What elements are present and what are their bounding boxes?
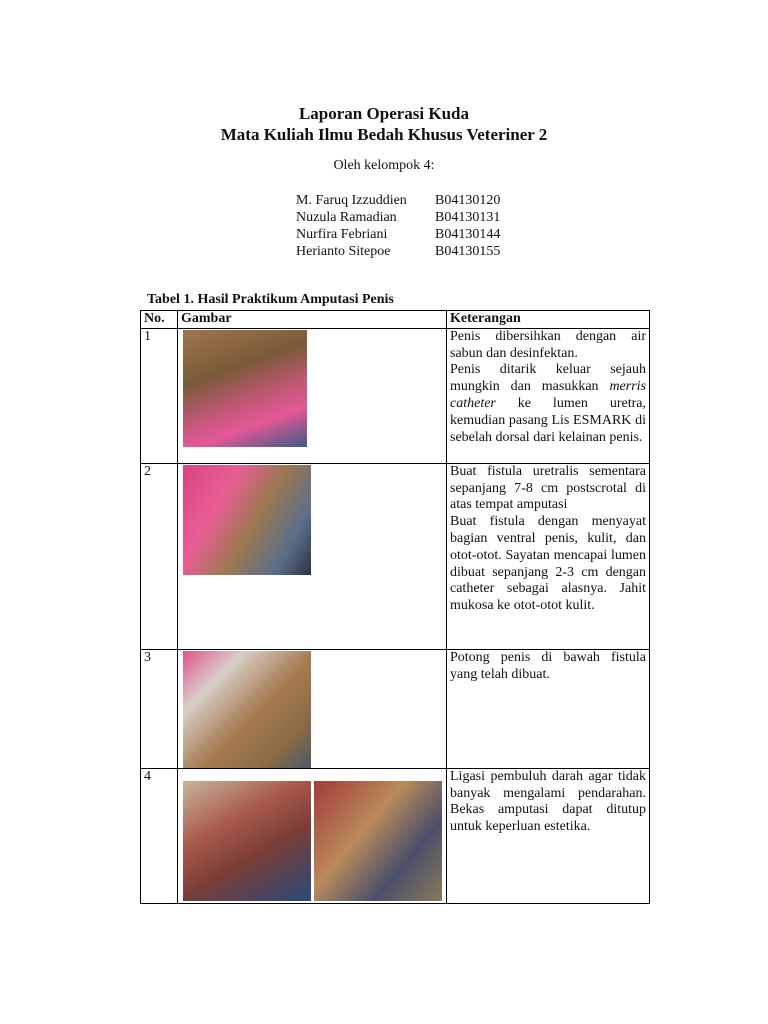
title-line-1: Laporan Operasi Kuda [298,104,470,123]
table-row [141,649,650,768]
member-row [296,192,500,209]
surgery-photo [183,330,307,447]
surgery-photo [314,781,442,901]
description-text: Penis dibersihkan dengan air sabun dan desinfektan. [450,328,646,361]
member-name: Nurfira Febriani [296,227,388,242]
row-image-cell [178,463,447,649]
member-nim: B04130131 [435,210,501,225]
row-image-cell [178,328,447,463]
table-row [141,768,650,903]
row-description [447,768,650,903]
results-table [140,310,650,904]
row-number: 1 [141,328,178,463]
group-label: Oleh kelompok 4: [333,158,435,173]
row-number: 4 [141,768,178,903]
member-row [296,226,500,243]
description-part: Penis ditarik keluar sejauh mungkin dan masukkan [450,362,646,395]
description-text: Buat fistula uretralis sementara sepanjang 7-8 cm postscrotal di atas tempat amputasi [450,463,646,513]
member-row [296,243,500,260]
title-line-2: Mata Kuliah Ilmu Bedah Khusus Veteriner 2 [220,125,548,144]
row-image-cell [178,768,447,903]
member-name: M. Faruq Izzuddien [296,193,407,208]
description-text: Buat fistula dengan menyayat bagian ventral penis, kulit, dan otot-otot. Sayatan mencapai lumen dibuat sepanjang 2-3 cm dengan catheter sebagai alasnya. Jahit mukosa ke otot-otot kulit. [450,514,646,614]
header-keterangan: Keterangan [447,311,650,329]
member-nim: B04130120 [435,193,501,208]
surgery-photo [183,781,311,901]
table-caption: Tabel 1. Hasil Praktikum Amputasi Penis [147,292,394,307]
member-list [296,192,500,260]
row-image-cell [178,649,447,768]
description-text: Ligasi pembuluh darah agar tidak banyak mengalami pendarahan. Bekas amputasi dapat ditutup untuk keperluan estetika. [450,768,646,835]
description-italic: merris catheter [450,379,646,411]
surgery-photo [183,465,311,575]
description-text: Potong penis di bawah fistula yang telah dibuat. [450,649,646,682]
row-description [447,649,650,768]
member-name: Nuzula Ramadian [296,210,397,225]
description-text [450,362,646,446]
table-row [141,463,650,649]
document-title [0,103,768,145]
photo-pair [183,781,443,901]
member-name: Herianto Sitepoe [296,244,391,259]
header-gambar: Gambar [178,311,447,329]
header-no: No. [141,311,178,329]
surgery-photo [183,651,311,768]
member-nim: B04130155 [435,244,501,259]
member-row [296,209,500,226]
description-part: ke lumen uretra, kemudian pasang Lis ESMARK di sebelah dorsal dari kelainan penis. [450,395,646,445]
row-number: 3 [141,649,178,768]
table-header-row [141,311,650,329]
table-row [141,328,650,463]
row-number: 2 [141,463,178,649]
row-description [447,463,650,649]
member-nim: B04130144 [435,227,501,242]
row-description [447,328,650,463]
